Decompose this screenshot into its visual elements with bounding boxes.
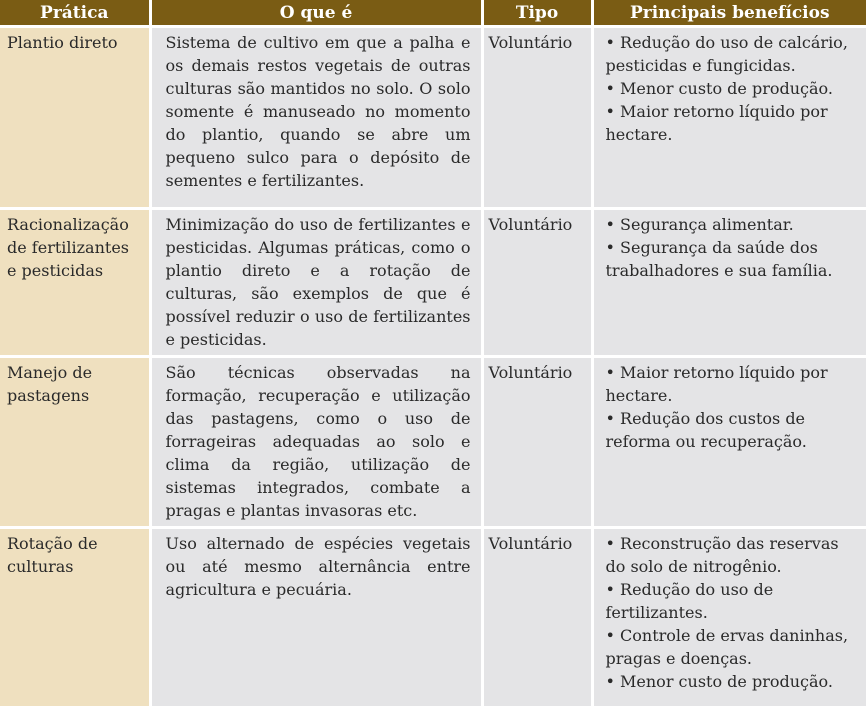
cell-pratica: Plantio direto xyxy=(0,27,150,209)
cell-tipo: Voluntário xyxy=(482,27,592,209)
table-row xyxy=(0,357,866,528)
cell-tipo: Voluntário xyxy=(482,209,592,357)
cell-beneficios xyxy=(592,209,866,357)
benefit-item: • Redução dos custos de reforma ou recuperação. xyxy=(605,409,807,451)
benefit-item: • Redução do uso de fertilizantes. xyxy=(605,580,774,622)
header-beneficios: Principais benefícios xyxy=(592,0,866,27)
benefit-item: • Segurança da saúde dos trabalhadores e sua família. xyxy=(605,238,833,280)
header-o-que-e: O que é xyxy=(150,0,482,27)
table-row xyxy=(0,27,866,209)
cell-tipo: Voluntário xyxy=(482,357,592,528)
cell-o-que-e: Uso alternado de espécies vegetais ou até mesmo alternância entre agricultura e pecuária. xyxy=(150,528,482,708)
benefit-item: • Reconstrução das reservas do solo de nitrogênio. xyxy=(605,534,839,576)
header-tipo: Tipo xyxy=(482,0,592,27)
benefit-item: • Menor custo de produção. xyxy=(605,79,833,98)
table-row xyxy=(0,209,866,357)
table-row xyxy=(0,528,866,708)
header-row xyxy=(0,0,866,27)
table-header xyxy=(0,0,866,27)
header-pratica: Prática xyxy=(0,0,150,27)
cell-pratica: Rotação de culturas xyxy=(0,528,150,708)
cell-pratica: Racionalização de fertilizantes e pesticidas xyxy=(0,209,150,357)
cell-o-que-e: São técnicas observadas na formação, recuperação e utilização das pastagens, como o uso de forrageiras adequadas ao solo e clima da região, utilização de sistemas integrados, combate a pragas e plantas invasoras etc. xyxy=(150,357,482,528)
cell-beneficios xyxy=(592,27,866,209)
cell-beneficios xyxy=(592,528,866,708)
benefit-item: • Maior retorno líquido por hectare. xyxy=(605,363,828,405)
benefit-item: • Controle de ervas daninhas, pragas e doenças. xyxy=(605,626,849,668)
benefit-item: • Maior retorno líquido por hectare. xyxy=(605,102,828,144)
benefit-item: • Menor custo de produção. xyxy=(605,672,833,691)
cell-o-que-e: Minimização do uso de fertilizantes e pesticidas. Algumas práticas, como o plantio direto e a rotação de culturas, são exemplos de que é possível reduzir o uso de fertilizantes e pesticidas. xyxy=(150,209,482,357)
cell-beneficios xyxy=(592,357,866,528)
benefit-item: • Segurança alimentar. xyxy=(605,215,794,234)
cell-pratica: Manejo de pastagens xyxy=(0,357,150,528)
benefit-item: • Redução do uso de calcário, pesticidas e fungicidas. xyxy=(605,33,848,75)
cell-tipo: Voluntário xyxy=(482,528,592,708)
cell-o-que-e: Sistema de cultivo em que a palha e os demais restos vegetais de outras culturas são mantidos no solo. O solo somente é manuseado no momento do plantio, quando se abre um pequeno sulco para o depósito de sementes e fertilizantes. xyxy=(150,27,482,209)
table-body xyxy=(0,27,866,708)
